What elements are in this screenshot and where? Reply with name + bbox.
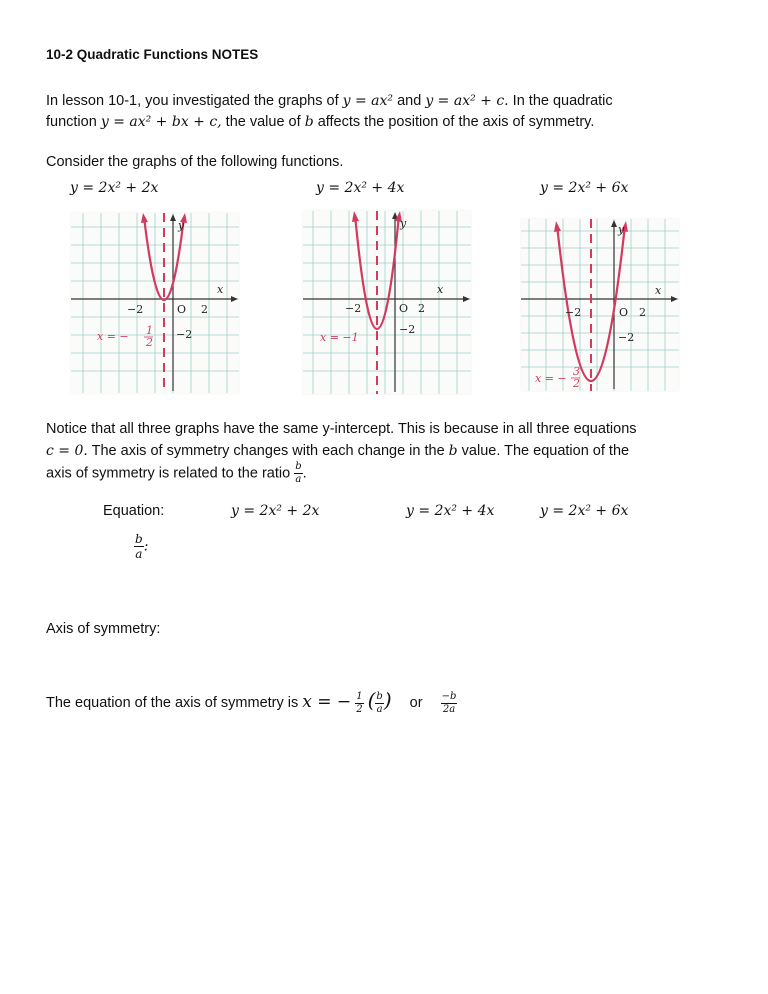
graph-3-tick-neg2-y: −2 <box>618 331 635 344</box>
function-1: y = 2x² + 2x <box>70 180 159 196</box>
notice-b: b <box>448 443 458 459</box>
ratio-label-frac <box>134 533 144 560</box>
intro-text-2: In the quadratic <box>512 93 613 109</box>
notice-line-3: value. The equation of the <box>461 443 630 459</box>
graph-2-tick-neg2-x: −2 <box>345 302 362 315</box>
graph-3-axis-label: x = − <box>535 372 567 385</box>
conclusion-x-eq: x = − <box>302 692 352 712</box>
graph-1-origin: O <box>177 303 187 316</box>
notice-ratio <box>294 462 302 485</box>
notice-line-1: Notice that all three graphs have the same y-intercept. This is because in all three equations <box>46 421 637 437</box>
page-title: 10-2 Quadratic Functions NOTES <box>46 47 259 62</box>
table-equation-3: y = 2x² + 6x <box>540 503 629 519</box>
conclusion-half-num: 1 <box>356 690 363 702</box>
axis-of-symmetry-label: Axis of symmetry: <box>46 621 161 637</box>
graph-1-x-label: x <box>217 283 224 296</box>
graph-3-y-label: y <box>618 223 625 236</box>
graph-1-axis-den: 2 <box>146 336 153 349</box>
intro-text-3: function <box>46 114 97 130</box>
graph-3-axis-den: 2 <box>573 377 580 390</box>
graph-2-origin: O <box>399 302 409 315</box>
ratio-label-colon: : <box>143 538 149 555</box>
equation-label: Equation: <box>103 503 165 519</box>
conclusion-alt-den: 2a <box>442 703 456 715</box>
notice-c-equals-zero: c = 0. <box>46 443 88 459</box>
conclusion-line: The equation of the axis of symmetry is x = − $\frac{1}{2}$ ( $\frac{b}{a}$ ) or $\frac{-b}{2a}$ <box>46 688 457 715</box>
intro-eq-a: y = ax² <box>342 93 394 109</box>
consider-text: Consider the graphs of the following functions. <box>46 154 344 170</box>
graph-2 <box>303 211 471 394</box>
ratio-label-num: b <box>135 532 143 546</box>
graph-2-tick-neg2-y: −2 <box>399 323 416 336</box>
notice-ratio-den: a <box>295 474 302 485</box>
graph-1-axis-num: 1 <box>146 324 153 337</box>
graph-1-y-label: y <box>178 219 185 232</box>
intro-b: b <box>304 114 314 130</box>
notice-paragraph <box>46 418 746 485</box>
graph-2-y-label: y <box>400 217 407 230</box>
conclusion-a: a <box>376 703 383 715</box>
graph-3-origin: O <box>619 306 629 319</box>
intro-text-5: affects the position of the axis of symmetry. <box>317 114 595 130</box>
graph-3-x-label: x <box>655 284 662 297</box>
ratio-label <box>134 533 148 560</box>
graph-1-svg <box>71 213 239 393</box>
notice-ratio-num: b <box>295 461 302 472</box>
graph-3-svg <box>521 219 679 391</box>
conclusion-or: or <box>409 695 423 711</box>
intro-eq-b: y = ax² + c. <box>425 93 509 109</box>
graph-2-svg <box>303 211 471 394</box>
graph-1 <box>71 213 239 393</box>
table-equation-2: y = 2x² + 4x <box>406 503 495 519</box>
conclusion-half <box>355 692 363 715</box>
ratio-label-den: a <box>135 547 143 561</box>
intro-text-1: In lesson 10-1, you investigated the graphs of <box>46 93 339 109</box>
conclusion-text: The equation of the axis of symmetry is <box>46 695 299 711</box>
notice-line-2: The axis of symmetry changes with each change in the <box>91 443 445 459</box>
intro-and: and <box>397 93 422 109</box>
graph-1-axis-label: x = − <box>97 330 129 343</box>
graph-1-tick-neg2-y: −2 <box>176 328 193 341</box>
graph-3-tick-neg2-x: −2 <box>565 306 582 319</box>
table-equation-1: y = 2x² + 2x <box>231 503 320 519</box>
intro-paragraph <box>46 91 736 133</box>
conclusion-b: b <box>376 690 383 702</box>
conclusion-half-den: 2 <box>356 703 363 715</box>
graph-1-tick-neg2-x: −2 <box>127 303 144 316</box>
graph-3-tick-2-x: 2 <box>639 306 646 319</box>
intro-eq-c: y = ax² + bx + c, <box>100 114 222 130</box>
intro-text-4: the value of <box>225 114 301 130</box>
function-2: y = 2x² + 4x <box>316 180 405 196</box>
notice-period: . <box>302 465 307 482</box>
graph-3-axis-num: 3 <box>573 365 580 378</box>
graph-1-tick-2-x: 2 <box>201 303 208 316</box>
graph-3 <box>521 219 679 391</box>
conclusion-alt-num: −b <box>441 690 457 702</box>
graph-2-axis-label: x = −1 <box>320 331 359 344</box>
notice-line-4: axis of symmetry is related to the ratio <box>46 465 291 482</box>
conclusion-b-over-a <box>375 692 383 715</box>
conclusion-alt <box>441 692 458 715</box>
function-3: y = 2x² + 6x <box>540 180 629 196</box>
graph-2-x-label: x <box>437 283 444 296</box>
graph-2-tick-2-x: 2 <box>418 302 425 315</box>
